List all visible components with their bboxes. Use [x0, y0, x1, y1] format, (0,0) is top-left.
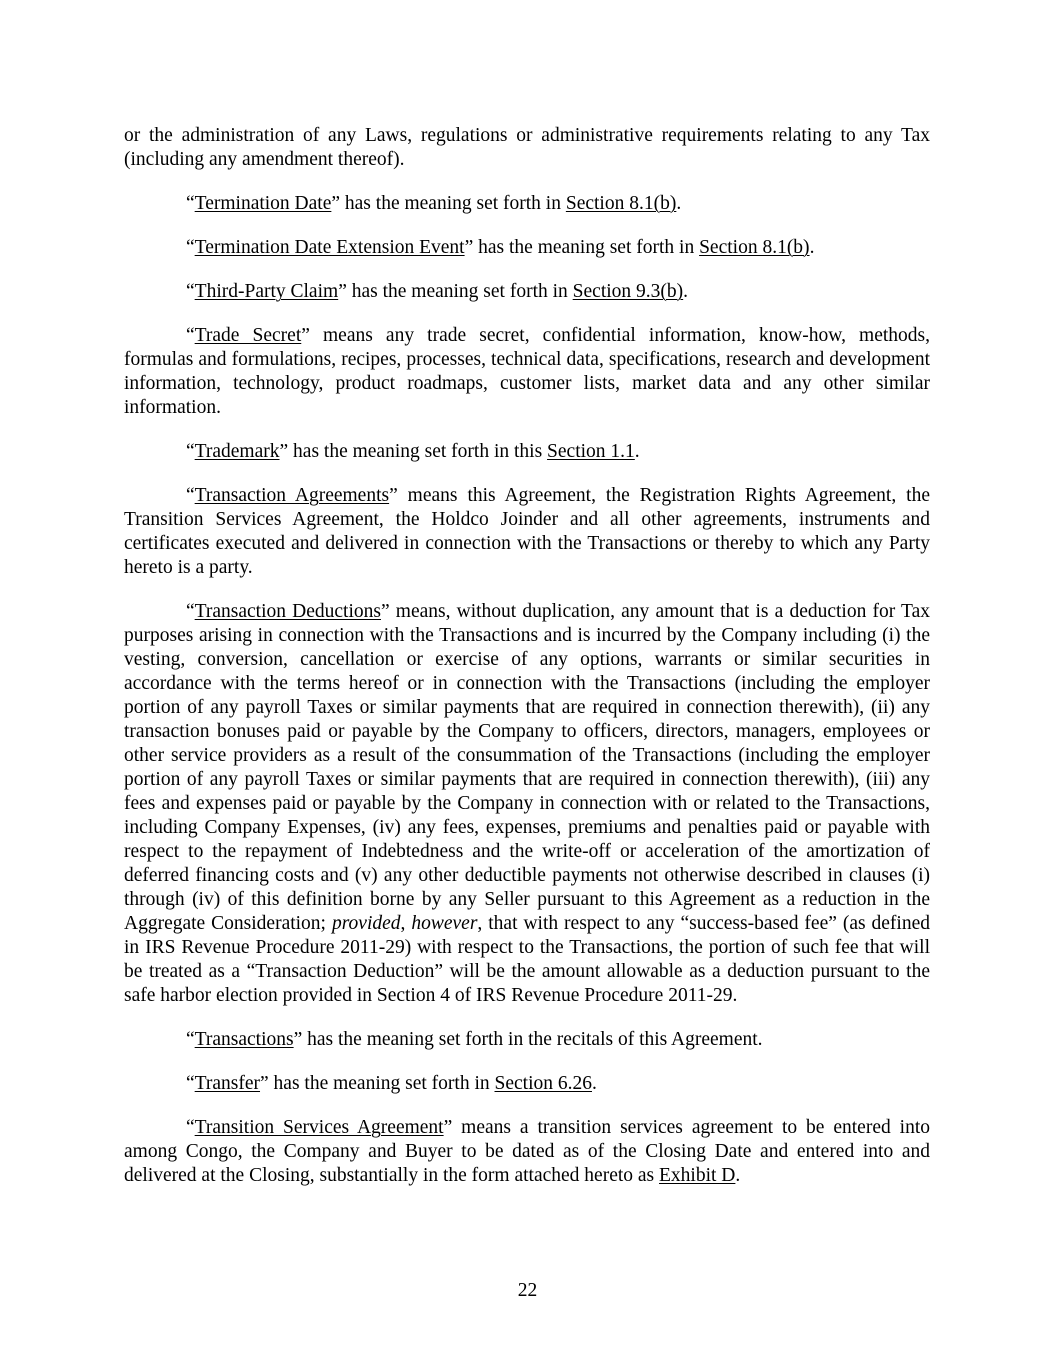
- definition-trademark: “Trademark” has the meaning set forth in this Section 1.1.: [186, 441, 640, 462]
- definition-trade-secret: “Trade Secret” means any trade secret, confidential information, know-how, methods, formulas and formulations, recipes, processes, technical data, specifications, research and development information, technology, product roadmaps, customer lists, market data and any other similar information.: [124, 325, 930, 418]
- exhibit-reference: Exhibit D: [659, 1165, 736, 1186]
- definition-transaction-agreements: “Transaction Agreements” means this Agreement, the Registration Rights Agreement, the Transition Services Agreement, the Holdco Joinder and all other agreements, instruments and certificates executed and delivered in connection with the Transactions or thereby to which any Party hereto is a party.: [124, 485, 930, 578]
- defined-term: Transition Services Agreement: [194, 1117, 444, 1138]
- continuation-paragraph: [124, 124, 930, 172]
- defined-term: Transfer: [194, 1073, 261, 1094]
- continuation-text: or the administration of any Laws, regulations or administrative requirements relating to any Tax (including any amendment thereof).: [124, 125, 930, 170]
- italic-however: however: [411, 913, 478, 934]
- defined-term: Trade Secret: [194, 325, 302, 346]
- definition-termination-date-extension-event: “Termination Date Extension Event” has the meaning set forth in Section 8.1(b).: [186, 237, 815, 258]
- defined-term: Trademark: [194, 441, 280, 462]
- page-body: [124, 124, 930, 1208]
- section-reference: Section 8.1(b): [565, 193, 677, 214]
- definition-termination-date: “Termination Date” has the meaning set forth in Section 8.1(b).: [186, 193, 682, 214]
- page-number: 22: [517, 1280, 538, 1301]
- section-reference: Section 1.1: [547, 441, 635, 462]
- definition-transition-services-agreement: “Transition Services Agreement” means a transition services agreement to be entered into among Congo, the Company and Buyer to be dated as of the Closing Date and entered into and delivered at the Closing, substantially in the form attached hereto as Exhibit D.: [124, 1117, 931, 1186]
- defined-term: Third-Party Claim: [194, 281, 339, 302]
- italic-provided: provided: [331, 913, 401, 934]
- definition-transactions: “Transactions” has the meaning set forth in the recitals of this Agreement.: [186, 1029, 763, 1050]
- section-reference: Section 8.1(b): [699, 237, 810, 258]
- defined-term: Transaction Agreements: [194, 485, 390, 506]
- defined-term: Transactions: [194, 1029, 294, 1050]
- defined-term: Termination Date: [194, 193, 332, 214]
- section-reference: Section 6.26: [494, 1073, 592, 1094]
- section-reference: Section 9.3(b): [572, 281, 684, 302]
- defined-term: Transaction Deductions: [194, 601, 381, 622]
- definition-transaction-deductions: “Transaction Deductions” means, without duplication, any amount that is a deduction for Tax purposes arising in connection with the Transactions and is incurred by the Company including (i) the vesting, conversion, cancellation or exercise of any options, warrants or similar securities in accordance with the terms hereof or in connection with the Transactions (including the employer portion of any payroll Taxes or similar payments that are required in connection therewith), (ii) any transaction bonuses paid or payable by the Company to officers, directors, managers, employees or other service providers as a result of the consummation of the Transactions (including the employer portion of any payroll Taxes or similar payments that are required in connection therewith), (iii) any fees and expenses paid or payable by the Company in connection with or related to the Transactions, including Company Expenses, (iv) any fees, expenses, premiums and penalties paid or payable with respect to the repayment of Indebtedness and the write-off or acceleration of the amortization of deferred financing costs and (v) any other deductible payments not otherwise described in clauses (i) through (iv) of this definition borne by any Seller pursuant to this Agreement as a reduction in the Aggregate Consideration; provided, however, that with respect to any “success-based fee” (as defined in IRS Revenue Procedure 2011-29) with respect to the Transactions, the portion of such fee that will be treated as a “Transaction Deduction” will be the amount allowable as a deduction pursuant to the safe harbor election provided in Section 4 of IRS Revenue Procedure 2011-29.: [124, 601, 930, 1006]
- definition-transfer: “Transfer” has the meaning set forth in Section 6.26.: [186, 1073, 597, 1094]
- defined-term: Termination Date Extension Event: [194, 237, 465, 258]
- definition-third-party-claim: “Third-Party Claim” has the meaning set forth in Section 9.3(b).: [186, 281, 689, 302]
